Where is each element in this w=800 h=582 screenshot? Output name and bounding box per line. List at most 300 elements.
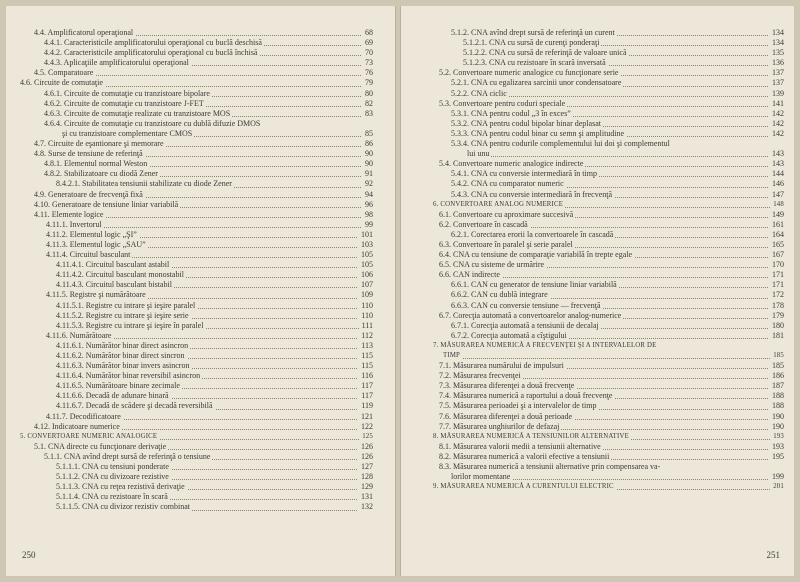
toc-entry-page: 172 <box>769 290 784 300</box>
toc-entry-title: TIMP <box>443 351 462 361</box>
toc-entry-page: 195 <box>769 452 784 462</box>
toc-entry-page: 146 <box>769 179 784 189</box>
toc-entry-page: 76 <box>362 68 373 78</box>
toc-entry-title: 6. CONVERTOARE ANALOG NUMERICE <box>433 200 565 210</box>
toc-entry-title: 6.7.1. Corecţia automată a tensiunii de decalaj <box>451 320 599 330</box>
toc-entry-page: 135 <box>769 48 784 58</box>
toc-entry-line <box>56 311 373 321</box>
toc-entry <box>16 179 373 189</box>
toc-entry-line <box>463 58 784 68</box>
toc-entry-page: 86 <box>362 139 373 149</box>
toc-entry-line <box>439 371 784 381</box>
toc-entry <box>429 99 784 109</box>
toc-entry-title: 7.2. Măsurarea frecvenţei <box>439 371 521 381</box>
toc-entry <box>16 341 373 351</box>
toc-entry-title: 5.3.2. CNA pentru codul bipolar binar deplasat <box>451 118 601 128</box>
toc-entry <box>429 38 784 48</box>
table-of-contents-left <box>16 28 373 513</box>
toc-entry-page: 112 <box>358 331 373 341</box>
toc-entry-title: 8.1. Măsurarea valorii medii a tensiunii alternative <box>439 441 601 451</box>
toc-entry-title: 4.9. Generatoare de frecvenţă fixă <box>34 189 143 199</box>
toc-entry <box>16 412 373 422</box>
toc-entry-title: 4.6.3. Circuite de comutaţie realizate cu tranzistoare MOS <box>44 108 231 118</box>
toc-entry-title: 7.4. Măsurarea numerică a raportului a două frecvenţe <box>439 391 613 401</box>
toc-entry-title: 4.11.4.1. Circuitul basculant astabil <box>56 260 170 270</box>
toc-entry-page: 91 <box>362 169 373 179</box>
toc-entry-line <box>439 250 784 260</box>
toc-entry-title: 5.1.1.1. CNA cu tensiuni ponderate <box>56 462 169 472</box>
toc-entry-line <box>46 220 373 230</box>
toc-entry-line <box>439 159 784 169</box>
toc-entry-page: 80 <box>362 89 373 99</box>
toc-entry-page: 126 <box>358 452 373 462</box>
toc-entry-title: 4.11.6.5. Numărătoare binare zecimale <box>56 381 180 391</box>
toc-entry <box>16 48 373 58</box>
toc-entry <box>16 119 373 129</box>
toc-entry-title: 4.11.7. Decodificatoare <box>46 411 121 421</box>
toc-entry-page: 103 <box>358 240 373 250</box>
toc-entry-page: 129 <box>358 482 373 492</box>
toc-entry-page: 139 <box>769 89 784 99</box>
toc-entry-page: 90 <box>362 149 373 159</box>
toc-chapter-entry <box>429 351 784 361</box>
toc-entry-line <box>451 290 784 300</box>
toc-entry-title: 7. MĂSURAREA NUMERICĂ A FRECVENŢEI ŞI A INTERVALELOR DE <box>433 341 659 351</box>
toc-entry-title: 6.3. Convertoare în paralel şi serie paralel <box>439 239 573 249</box>
toc-entry-line <box>451 169 784 179</box>
toc-entry-title: 4.6.4. Circuite de comutaţie cu tranzistoare cu dublă difuzie DMOS <box>44 118 261 128</box>
toc-entry-page: 134 <box>769 38 784 48</box>
toc-entry-page: 180 <box>769 321 784 331</box>
toc-entry-page: 126 <box>358 442 373 452</box>
toc-entry-line <box>451 89 784 99</box>
toc-entry-line <box>439 210 784 220</box>
toc-entry-line <box>44 109 373 119</box>
toc-entry <box>16 280 373 290</box>
toc-entry-page: 193 <box>769 442 784 452</box>
toc-entry-page: 167 <box>769 250 784 260</box>
toc-entry <box>16 68 373 78</box>
toc-entry-line <box>433 341 784 351</box>
toc-entry <box>429 149 784 159</box>
toc-entry-title: 4.8.1. Elementul normal Weston <box>44 159 148 169</box>
toc-entry <box>429 472 784 482</box>
toc-entry <box>16 492 373 502</box>
toc-entry <box>16 290 373 300</box>
toc-entry-title: 4.11.5.1. Registre cu intrare şi ieşire paralel <box>56 300 196 310</box>
toc-entry-line <box>46 290 373 300</box>
right-page <box>400 6 794 576</box>
toc-entry-title: 8.3. Măsurarea numerică a tensiunii alternative prin compensarea va- <box>439 462 661 472</box>
toc-entry <box>16 89 373 99</box>
toc-entry-page: 199 <box>769 472 784 482</box>
toc-entry-page: 105 <box>358 260 373 270</box>
toc-entry-title: 6.6.1. CAN cu generator de tensiune liniar variabilă <box>451 280 617 290</box>
toc-entry-page: 106 <box>358 270 373 280</box>
toc-entry-line <box>439 401 784 411</box>
toc-entry-line <box>439 220 784 230</box>
toc-entry-line <box>56 321 373 331</box>
toc-entry <box>429 48 784 58</box>
toc-entry-line <box>44 58 373 68</box>
toc-entry-title: 4.11.6. Numărătoare <box>46 330 112 340</box>
toc-entry-page: 185 <box>769 361 784 371</box>
toc-entry-title: 5.1.1.2. CNA cu divizoare rezistive <box>56 472 169 482</box>
toc-entry-line <box>439 99 784 109</box>
toc-entry-page: 142 <box>769 129 784 139</box>
toc-entry-title: 4.11.6.7. Decadă de scădere şi decadă reversibilă <box>56 401 213 411</box>
toc-entry-title: 4.4. Amplificatorul operaţional <box>34 28 134 37</box>
toc-entry-line <box>44 48 373 58</box>
toc-entry-title: 6.4. CNA cu tensiune de comparaţie variabilă în trepte egale <box>439 250 633 260</box>
toc-entry <box>16 149 373 159</box>
toc-entry-title: 5. CONVERTOARE NUMERIC ANALOGICE <box>20 432 159 442</box>
toc-entry-line <box>433 482 784 492</box>
toc-entry <box>16 301 373 311</box>
toc-entry-page: 144 <box>769 169 784 179</box>
toc-entry-line <box>56 502 373 512</box>
toc-entry-page: 161 <box>769 220 784 230</box>
toc-entry-page: 115 <box>358 351 373 361</box>
toc-entry <box>16 502 373 512</box>
toc-entry-title: 4.10. Generatoare de tensiune liniar variabilă <box>34 199 179 209</box>
toc-chapter-entry <box>429 432 784 442</box>
toc-entry <box>429 462 784 472</box>
toc-entry-title: 5.4. Convertoare numeric analogice indirecte <box>439 159 584 169</box>
toc-entry <box>429 230 784 240</box>
toc-entry-page: 101 <box>358 230 373 240</box>
toc-entry-title: 4.8. Surse de tensiune de referinţă <box>34 149 143 159</box>
toc-entry-title: 4.6.2. Circuite de comutaţie cu tranzistoare J-FET <box>44 98 204 108</box>
toc-entry-title: 5.1.1. CNA avînd drept sursă de referinţă o tensiune <box>44 451 211 461</box>
toc-entry-title: şi cu tranzistoare complementare CMOS <box>62 128 193 138</box>
toc-entry <box>16 321 373 331</box>
toc-entry-page: 121 <box>358 412 373 422</box>
toc-entry <box>16 28 373 38</box>
toc-entry-line <box>439 391 784 401</box>
toc-entry-title: 4.11.6.4. Numărător binar reversibil asincron <box>56 371 201 381</box>
toc-entry-title: 7.5. Măsurarea perioadei şi a intervalelor de timp <box>439 401 597 411</box>
toc-entry-title: 6.6. CAN indirecte <box>439 270 500 280</box>
toc-entry-title: 4.11.4.3. Circuitul basculant bistabil <box>56 280 172 290</box>
toc-entry-page: 117 <box>358 391 373 401</box>
toc-entry-page: 92 <box>362 179 373 189</box>
toc-entry-line <box>451 280 784 290</box>
toc-entry-page: 185 <box>770 351 784 361</box>
toc-entry <box>16 169 373 179</box>
toc-entry <box>16 311 373 321</box>
toc-entry-title: 5.2.1. CNA cu egalizarea sarcinii unor condensatoare <box>451 78 622 88</box>
toc-entry-line <box>56 492 373 502</box>
toc-entry-title: lui unu <box>467 149 490 159</box>
toc-entry-page: 132 <box>358 502 373 512</box>
toc-chapter-entry <box>16 432 373 442</box>
toc-entry-page: 73 <box>362 58 373 68</box>
toc-entry-title: 4.11.6.2. Numărător binar direct sincron <box>56 351 185 360</box>
toc-entry-title: 5.4.2. CNA cu comparator numeric <box>451 179 564 189</box>
toc-entry-page: 131 <box>358 492 373 502</box>
toc-entry <box>16 472 373 482</box>
toc-entry-title: 4.4.1. Caracteristicile amplificatorului operaţional cu buclă deschisă <box>44 38 262 48</box>
toc-entry-title: 6.6.2. CAN cu dublă integrare <box>451 290 548 300</box>
toc-entry-title: 4.11.4.2. Circuitul basculant monostabil <box>56 270 184 280</box>
toc-entry-page: 115 <box>358 361 373 371</box>
toc-entry-line <box>56 381 373 391</box>
toc-entry-line <box>20 78 373 88</box>
toc-entry-title: 5.1.2.3. CNA cu rezistoare în scară inversată <box>463 58 606 68</box>
toc-entry-line <box>451 321 784 331</box>
toc-entry-title: 6.2.1. Corectarea erorii la convertoarele în cascadă <box>451 229 614 239</box>
toc-entry-line <box>20 432 373 442</box>
toc-entry-page: 201 <box>770 482 784 492</box>
toc-entry <box>16 38 373 48</box>
toc-entry-line <box>44 119 373 129</box>
toc-entry-title: 5.3.4. CNA pentru codurile complementului lui doi şi complementul <box>451 139 670 149</box>
toc-entry-title: 4.4.3. Aplicaţiile amplificatorului operaţional <box>44 58 189 68</box>
toc-entry-page: 136 <box>769 58 784 68</box>
toc-entry-title: 4.4.2. Caracteristicile amplificatorului operaţional cu buclă închisă <box>44 48 258 58</box>
toc-entry-line <box>34 442 373 452</box>
dot-leader <box>443 358 784 359</box>
toc-entry-page: 149 <box>769 210 784 220</box>
toc-entry-page: 99 <box>362 220 373 230</box>
toc-entry-line <box>451 139 784 149</box>
toc-entry <box>429 240 784 250</box>
toc-entry-line <box>451 472 784 482</box>
toc-entry <box>429 391 784 401</box>
toc-entry-page: 69 <box>362 38 373 48</box>
toc-entry <box>16 58 373 68</box>
toc-entry-page: 122 <box>358 422 373 432</box>
toc-entry <box>16 381 373 391</box>
toc-entry-line <box>46 230 373 240</box>
toc-entry-page: 110 <box>358 301 373 311</box>
toc-entry <box>16 482 373 492</box>
toc-entry <box>16 190 373 200</box>
toc-entry-title: 8. MĂSURAREA NUMERICĂ A TENSIUNILOR ALTERNATIVE <box>433 432 631 442</box>
toc-entry <box>16 200 373 210</box>
toc-entry <box>16 220 373 230</box>
toc-entry <box>429 58 784 68</box>
toc-entry-line <box>451 301 784 311</box>
toc-entry-page: 171 <box>769 270 784 280</box>
toc-entry-page: 96 <box>362 200 373 210</box>
left-page <box>6 6 396 576</box>
table-of-contents-right <box>429 28 784 492</box>
toc-entry-title: 6.7.2. Corecţia automată a cîştigului <box>451 330 567 340</box>
toc-entry-line <box>34 210 373 220</box>
toc-entry-title: 5.2.2. CNA ciclic <box>451 88 507 98</box>
toc-entry-line <box>463 38 784 48</box>
toc-entry-line <box>451 331 784 341</box>
toc-entry <box>429 89 784 99</box>
toc-entry-line <box>439 452 784 462</box>
toc-entry-line <box>56 401 373 411</box>
toc-entry-line <box>451 230 784 240</box>
toc-entry-line <box>46 250 373 260</box>
toc-entry-title: 4.8.2. Stabilizatoare cu diodă Zener <box>44 169 158 179</box>
toc-entry-page: 187 <box>769 381 784 391</box>
toc-entry <box>16 210 373 220</box>
toc-entry-line <box>56 301 373 311</box>
toc-entry-title: 5.1.1.4. CNA cu rezistoare în scară <box>56 492 168 502</box>
toc-entry-title: 4.11.1. Invertorul <box>46 219 102 229</box>
toc-entry-line <box>34 139 373 149</box>
toc-entry-line <box>439 361 784 371</box>
toc-entry <box>429 290 784 300</box>
toc-entry <box>16 452 373 462</box>
toc-entry-title: 5.1.2. CNA avînd drept sursă de referinţă un curent <box>451 28 615 37</box>
toc-entry-page: 125 <box>359 432 373 442</box>
toc-entry-line <box>46 240 373 250</box>
toc-entry-title: 5.3. Convertoare pentru coduri speciale <box>439 98 566 108</box>
toc-entry-title: 5.3.1. CNA pentru codul „3 în exces” <box>451 108 571 118</box>
toc-chapter-entry <box>429 482 784 492</box>
toc-entry-title: 4.11.3. Elementul logic „SAU” <box>46 239 146 249</box>
toc-entry-page: 190 <box>769 412 784 422</box>
toc-entry-page: 186 <box>769 371 784 381</box>
toc-entry-line <box>56 179 373 189</box>
toc-entry <box>16 159 373 169</box>
toc-entry-page: 171 <box>769 280 784 290</box>
toc-entry-page: 82 <box>362 99 373 109</box>
toc-entry <box>16 230 373 240</box>
toc-entry-title: 8.4.2.1. Stabilitatea tensiunii stabilizate cu diode Zener <box>56 179 232 189</box>
toc-entry <box>429 422 784 432</box>
toc-entry-line <box>439 412 784 422</box>
toc-entry <box>429 270 784 280</box>
toc-entry-line <box>56 341 373 351</box>
toc-entry <box>429 28 784 38</box>
toc-entry <box>16 270 373 280</box>
toc-entry-title: 5.1.1.5. CNA cu divizor rezistiv combinat <box>56 502 190 512</box>
toc-entry <box>429 280 784 290</box>
toc-entry-line <box>439 240 784 250</box>
toc-entry <box>429 442 784 452</box>
toc-entry-page: 119 <box>358 401 373 411</box>
toc-entry-line <box>56 361 373 371</box>
toc-entry-title: 9. MĂSURAREA NUMERICĂ A CURENTULUI ELECTRIC <box>433 482 616 492</box>
toc-entry-page: 90 <box>362 159 373 169</box>
toc-entry-line <box>34 149 373 159</box>
toc-entry-title: 5.2. Convertoare numeric analogice cu funcţionare serie <box>439 68 619 78</box>
toc-entry <box>429 159 784 169</box>
toc-entry-line <box>463 48 784 58</box>
toc-entry-line <box>56 260 373 270</box>
toc-entry-line <box>44 159 373 169</box>
toc-entry <box>429 129 784 139</box>
toc-entry-title: 5.3.3. CNA pentru codul binar cu semn şi amplitudine <box>451 128 625 138</box>
toc-entry <box>429 311 784 321</box>
toc-entry-page: 181 <box>769 331 784 341</box>
toc-entry <box>429 260 784 270</box>
toc-entry-title: 6.1. Convertoare cu aproximare succesivă <box>439 209 574 219</box>
toc-entry-page: 117 <box>358 381 373 391</box>
toc-entry <box>429 109 784 119</box>
toc-entry <box>16 422 373 432</box>
toc-entry-title: 4.7. Circuite de eşantionare şi memorare <box>34 139 164 149</box>
toc-entry-line <box>56 280 373 290</box>
toc-entry <box>429 78 784 88</box>
toc-entry <box>16 351 373 361</box>
toc-entry-title: 4.11.6.1. Numărător binar direct asincron <box>56 340 189 350</box>
toc-entry-line <box>56 270 373 280</box>
toc-entry-page: 110 <box>358 311 373 321</box>
toc-entry <box>16 401 373 411</box>
dot-leader <box>467 156 784 157</box>
toc-entry-line <box>56 482 373 492</box>
toc-entry-title: 4.11.5.3. Registre cu intrare şi ieşire în paralel <box>56 320 204 330</box>
toc-entry-title: 7.1. Măsurarea numărului de impulsuri <box>439 361 564 371</box>
toc-entry <box>429 169 784 179</box>
toc-entry-page: 165 <box>769 240 784 250</box>
toc-entry-line <box>44 99 373 109</box>
toc-entry <box>16 442 373 452</box>
toc-entry-line <box>34 28 373 38</box>
toc-entry-line <box>44 38 373 48</box>
toc-entry-title: 7.3. Măsurarea diferenţei a două frecvenţe <box>439 381 575 391</box>
toc-entry <box>429 371 784 381</box>
toc-entry-line <box>62 129 373 139</box>
toc-entry-title: 4.6. Circuite de comutaţie <box>20 78 103 88</box>
toc-entry-line <box>439 260 784 270</box>
toc-entry-title: 4.11.6.6. Decadă de adunare binară <box>56 391 169 401</box>
toc-entry <box>429 361 784 371</box>
toc-entry <box>429 452 784 462</box>
toc-entry-page: 142 <box>769 119 784 129</box>
toc-entry <box>16 250 373 260</box>
toc-entry <box>16 371 373 381</box>
toc-entry-line <box>451 119 784 129</box>
toc-entry <box>429 220 784 230</box>
toc-entry-page: 98 <box>362 210 373 220</box>
toc-entry-page: 83 <box>362 109 373 119</box>
toc-entry-line <box>439 311 784 321</box>
toc-entry-page: 134 <box>769 28 784 38</box>
toc-entry-page: 142 <box>769 109 784 119</box>
toc-entry-title: 7.6. Măsurarea diferenţei a două perioade <box>439 411 573 421</box>
toc-entry-line <box>439 68 784 78</box>
toc-entry-title: 8.2. Măsurarea numerică a valorii efective a tensiunii <box>439 451 610 461</box>
toc-entry-title: 4.5. Comparatoare <box>34 68 94 78</box>
toc-entry-page: 116 <box>358 371 373 381</box>
toc-entry <box>16 391 373 401</box>
toc-entry-page: 143 <box>769 159 784 169</box>
toc-entry-line <box>44 89 373 99</box>
toc-entry-line <box>451 28 784 38</box>
toc-entry-line <box>34 190 373 200</box>
toc-entry-page: 70 <box>362 48 373 58</box>
toc-entry-line <box>46 412 373 422</box>
toc-entry-page: 170 <box>769 260 784 270</box>
toc-entry-title: 5.1.1.3. CNA cu reţea rezistivă derivaţie <box>56 482 185 492</box>
toc-entry-title: 4.11.5. Registre şi numărătoare <box>46 290 146 300</box>
toc-entry-page: 164 <box>769 230 784 240</box>
toc-entry-page: 79 <box>362 78 373 88</box>
toc-entry-line <box>56 391 373 401</box>
toc-entry-line <box>439 381 784 391</box>
toc-chapter-entry <box>429 200 784 210</box>
toc-entry-page: 128 <box>358 472 373 482</box>
toc-entry-title: 5.4.3. CNA cu conversie intermediară în frecvenţă <box>451 189 613 199</box>
toc-entry-page: 137 <box>769 68 784 78</box>
toc-entry-title: 5.1. CNA directe cu funcţionare derivaţie <box>34 441 167 451</box>
toc-entry <box>429 321 784 331</box>
toc-entry-line <box>451 190 784 200</box>
toc-entry-line <box>56 371 373 381</box>
toc-entry-title: 6.5. CNA cu sisteme de urmărire <box>439 260 545 270</box>
toc-chapter-entry <box>429 341 784 351</box>
